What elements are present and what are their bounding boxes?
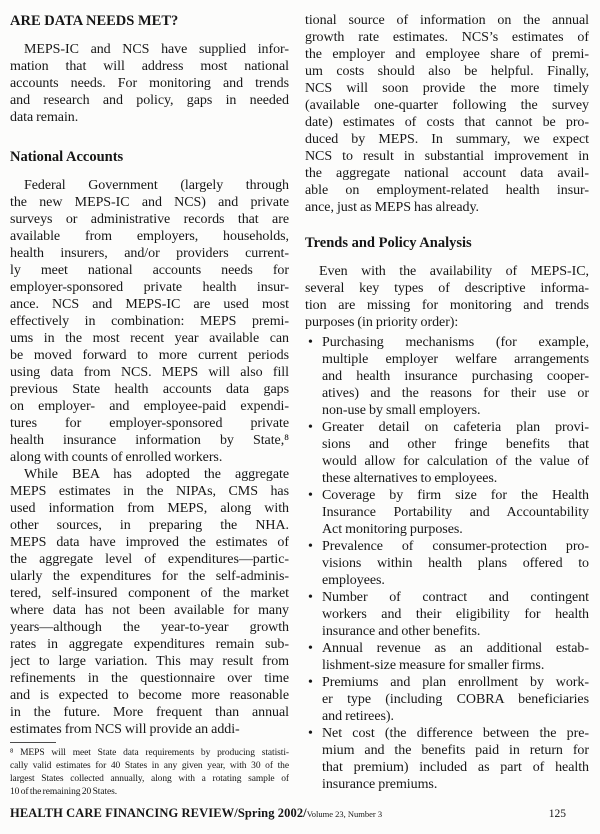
text-line: ance, just as MEPS has already.: [305, 200, 480, 215]
text-line: Prevalence of consumer-protection pro-: [322, 539, 589, 554]
text-line: the employer and employee share of premi-: [305, 47, 589, 62]
bullet-icon: •: [308, 675, 313, 690]
text-line: previous State health accounts data gaps: [10, 382, 289, 397]
text-line: available from employers, households,: [10, 229, 289, 244]
footnote-line: ⁸ MEPS will meet State data requirements by producing statisti-: [10, 748, 289, 758]
text-line: be moved forward to more current periods: [10, 348, 289, 363]
text-line: lishment-size measure for smaller firms.: [322, 658, 545, 673]
text-line: tional source of information on the annual: [305, 13, 589, 28]
text-line: the aggregate national account data avail-: [305, 166, 589, 181]
bullet-item: [305, 674, 589, 725]
text-line: growth rate estimates. NCS’s estimates of: [305, 30, 589, 45]
paragraph: [10, 41, 289, 126]
text-line: Even with the availability of MEPS-IC,: [319, 264, 589, 279]
text-line: (available one-quarter following the survey: [305, 98, 589, 113]
footnote-line: largest States collected annually, along with a rotating sample of: [10, 774, 289, 784]
bullet-icon: •: [308, 590, 313, 605]
text-line: ularly the expenditures for the self-adminis-: [10, 569, 289, 584]
text-line: Federal Government (largely through: [24, 178, 289, 193]
text-line: the aggregate level of expenditures—partic-: [10, 552, 289, 567]
text-line: other sources, in preparing the NHA.: [10, 518, 289, 533]
bullet-item: [305, 487, 589, 538]
text-line: Purchasing mechanisms (for example,: [322, 335, 589, 350]
text-line: MEPS estimates in the NIPAs, CMS has: [10, 484, 289, 499]
text-line: estimates from NCS will provide an addi-: [10, 722, 240, 737]
text-line: mium and the benefits paid in return for: [322, 743, 589, 758]
text-line: ject to large variation. This may result from: [10, 654, 289, 669]
section-heading: Trends and Policy Analysis: [305, 235, 472, 251]
text-line: using data from NCS. MEPS will also fill: [10, 365, 289, 380]
bullet-item: [305, 419, 589, 487]
text-line: years—although the year-to-year growth: [10, 620, 289, 635]
bullet-icon: •: [308, 420, 313, 435]
paragraph: [10, 466, 289, 738]
page-footer: [10, 804, 590, 822]
section-heading: ARE DATA NEEDS MET?: [10, 13, 179, 29]
text-line: effectively in combination: MEPS premi-: [10, 314, 289, 329]
paragraph: [305, 263, 589, 331]
text-line: refinements in the questionnaire over time: [10, 671, 289, 686]
text-line: surveys or administrative records that are: [10, 212, 289, 227]
text-line: rates in aggregate expenditures remain sub-: [10, 637, 289, 652]
text-line: insurance and other benefits.: [322, 624, 481, 639]
text-line: Act monitoring purposes.: [322, 522, 463, 537]
text-line: Net cost (the difference between the pre-: [322, 726, 589, 741]
text-line: health insurers, and/or providers current-: [10, 246, 289, 261]
text-line: employer-sponsored private health insur-: [10, 280, 289, 295]
text-line: er type (including COBRA beneficiaries: [322, 692, 589, 707]
text-line: several key types of descriptive informa-: [305, 281, 589, 296]
text-line: on employer- and employee-paid expendi-: [10, 399, 289, 414]
bullet-icon: •: [308, 335, 313, 350]
bullet-item: [305, 725, 589, 793]
text-line: used information from MEPS, along with: [10, 501, 289, 516]
volume-info: Volume 23, Number 3: [306, 809, 383, 819]
left-column: [10, 12, 289, 799]
text-line: Greater detail on cafeteria plan provi-: [322, 420, 589, 435]
text-line: ums in the most recent year available can: [10, 331, 289, 346]
text-line: workers and their eligibility for health: [322, 607, 589, 622]
text-line: Premiums and plan enrollment by work-: [322, 675, 589, 690]
section-heading: National Accounts: [10, 149, 124, 165]
text-line: health insurance information by State,⁸: [10, 433, 289, 448]
text-line: where data has not been available for many: [10, 603, 289, 618]
text-line: mation that will address most national: [10, 59, 289, 74]
text-line: multiple employer welfare arrangements: [322, 352, 589, 367]
bullet-icon: •: [308, 641, 313, 656]
footnote-line: 10 of the remaining 20 States.: [10, 787, 118, 797]
footnote: [10, 742, 289, 799]
bullet-item: [305, 538, 589, 589]
text-line: would allow for calculation of the value of: [322, 454, 589, 469]
text-line: Number of contract and contingent: [322, 590, 589, 605]
bullet-item: [305, 334, 589, 419]
text-line: NCS to result in substantial improvement in: [305, 149, 589, 164]
right-column: [305, 12, 589, 799]
text-line: insurance premiums.: [322, 777, 438, 792]
bullet-icon: •: [308, 539, 313, 554]
text-line: tion are missing for monitoring and trends: [305, 298, 589, 313]
text-line: atives) and the reasons for their use or: [322, 386, 589, 401]
text-line: NCS will soon provide the more timely: [305, 81, 589, 96]
text-line: data remain.: [10, 110, 79, 125]
text-line: MEPS-IC and NCS have supplied infor-: [24, 42, 289, 57]
bullet-item: [305, 589, 589, 640]
text-line: that premium) included as part of health: [322, 760, 589, 775]
text-line: these alternatives to employees.: [322, 471, 498, 486]
text-line: the new MEPS-IC and NCS) and private: [10, 195, 289, 210]
text-line: accounts needs. For monitoring and trends: [10, 76, 289, 91]
text-line: able on employment-related health insur-: [305, 183, 589, 198]
text-line: Coverage by firm size for the Health: [322, 488, 589, 503]
text-line: along with counts of enrolled workers.: [10, 450, 223, 465]
text-line: and retirees).: [322, 709, 394, 724]
text-line: MEPS data have improved the estimates of: [10, 535, 289, 550]
text-line: ly meet national accounts needs for: [10, 263, 289, 278]
text-line: in the future. More frequent than annual: [10, 705, 289, 720]
text-line: purposes (in priority order):: [305, 315, 459, 330]
text-line: date) estimates of costs that cannot be pro-: [305, 115, 589, 130]
text-line: um costs should also be helpful. Finally,: [305, 64, 589, 79]
text-line: While BEA has adopted the aggregate: [24, 467, 289, 482]
footnote-rule: [10, 742, 56, 743]
text-line: sions and other fringe benefits that: [322, 437, 589, 452]
bullet-item: [305, 640, 589, 674]
journal-title: HEALTH CARE FINANCING REVIEW/Spring 2002/: [10, 806, 307, 820]
page-number: 125: [548, 808, 566, 820]
bullet-icon: •: [308, 488, 313, 503]
text-line: ance. NCS and MEPS-IC are used most: [10, 297, 289, 312]
text-line: non-use by small employers.: [322, 403, 481, 418]
paragraph: [305, 12, 589, 216]
text-line: and research and policy, gaps in needed: [10, 93, 289, 108]
text-line: visions within health plans offered to: [322, 556, 589, 571]
journal-line: [10, 804, 382, 822]
text-line: Insurance Portability and Accountability: [322, 505, 589, 520]
bullet-icon: •: [308, 726, 313, 741]
footnote-line: cally valid estimates for 40 States in any given year, with 30 of the: [10, 761, 289, 771]
text-line: employees.: [322, 573, 385, 588]
text-line: tered, self-insured component of the market: [10, 586, 289, 601]
text-line: duced by MEPS. In summary, we expect: [305, 132, 589, 147]
text-line: Annual revenue as an additional estab-: [322, 641, 589, 656]
text-line: and is expected to become more reasonable: [10, 688, 289, 703]
paragraph: [10, 177, 289, 466]
text-line: tures for employer-sponsored private: [10, 416, 289, 431]
text-line: and health insurance purchasing cooper-: [322, 369, 589, 384]
